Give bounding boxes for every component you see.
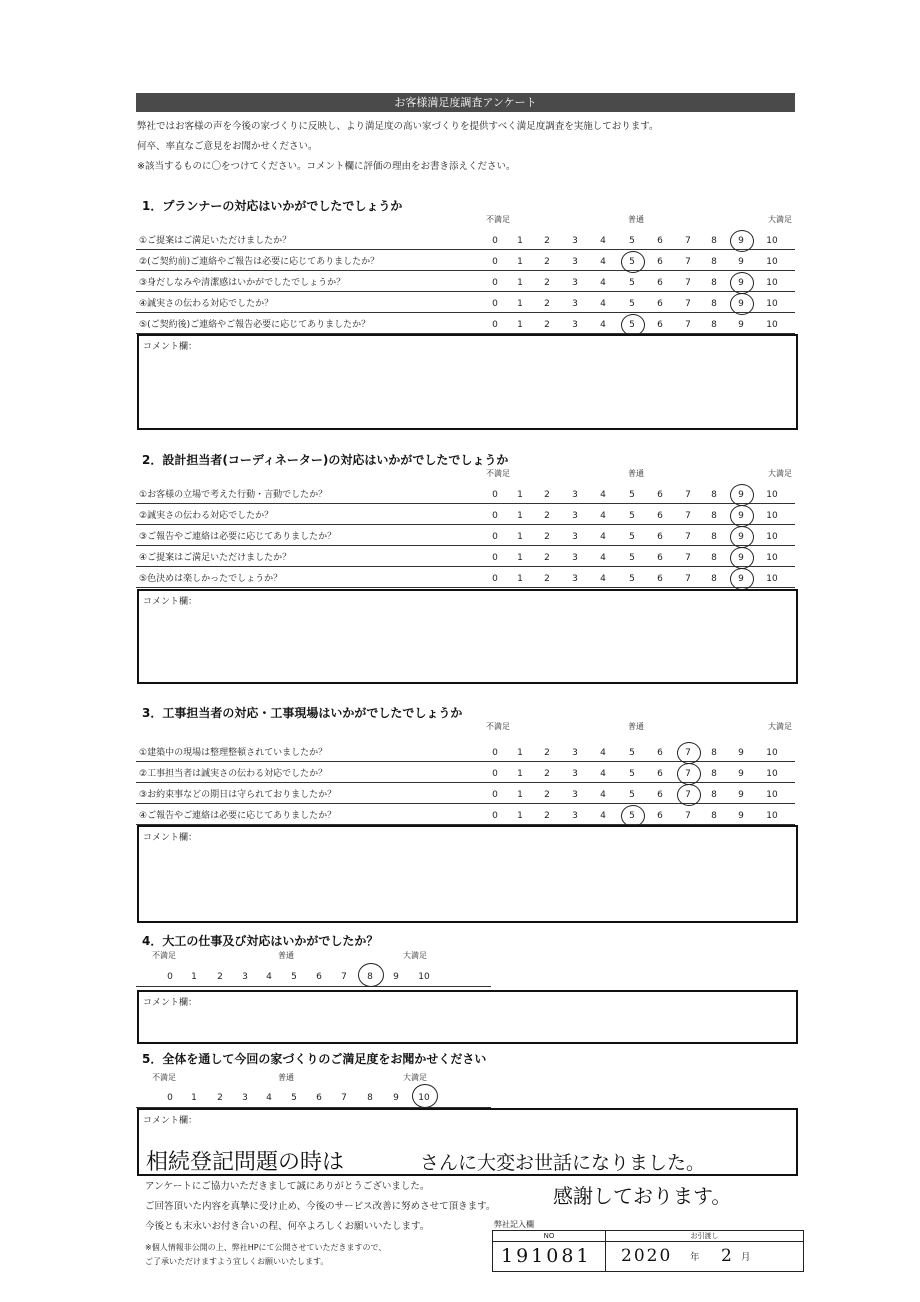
rating-option-4[interactable]: 4 <box>600 320 606 330</box>
rating-option-10[interactable]: 10 <box>418 1093 430 1103</box>
rating-option-7[interactable]: 7 <box>685 769 691 779</box>
privacy-line-2: ご了承いただけますよう宜しくお願いいたします。 <box>145 1257 329 1266</box>
rating-option-8[interactable]: 8 <box>711 811 717 821</box>
answer-circle-10 <box>412 1084 438 1108</box>
rating-option-6[interactable]: 6 <box>657 320 663 330</box>
section-2-comment-box[interactable] <box>137 589 798 684</box>
final-comment-text-1: 相続登記問題の時は <box>146 1150 345 1175</box>
rating-option-9[interactable]: 9 <box>738 320 744 330</box>
rating-option-0[interactable]: 0 <box>492 278 498 288</box>
rating-option-3[interactable]: 3 <box>572 320 578 330</box>
rating-option-3[interactable]: 3 <box>572 236 578 246</box>
rating-option-9[interactable]: 9 <box>393 1093 399 1103</box>
rating-option-6[interactable]: 6 <box>657 299 663 309</box>
rating-option-10[interactable]: 10 <box>766 574 778 584</box>
rating-option-9[interactable]: 9 <box>738 257 744 267</box>
rating-option-9[interactable]: 9 <box>738 790 744 800</box>
rating-option-1[interactable]: 1 <box>191 972 197 982</box>
question-row <box>136 270 795 292</box>
comment-label: コメント欄： <box>143 998 198 1008</box>
rating-option-2[interactable]: 2 <box>544 257 550 267</box>
office-divider <box>605 1231 606 1271</box>
rating-option-8[interactable]: 8 <box>711 236 717 246</box>
rating-option-1[interactable]: 1 <box>517 299 523 309</box>
rating-option-5[interactable]: 5 <box>629 769 635 779</box>
rating-option-6[interactable]: 6 <box>657 490 663 500</box>
rating-option-8[interactable]: 8 <box>711 511 717 521</box>
rating-option-5[interactable]: 5 <box>629 257 635 267</box>
rating-option-4[interactable]: 4 <box>600 236 606 246</box>
rating-option-7[interactable]: 7 <box>685 748 691 758</box>
comment-label: コメント欄： <box>143 342 198 352</box>
answer-circle-5 <box>621 314 645 336</box>
rating-option-9[interactable]: 9 <box>738 278 744 288</box>
question-row <box>136 782 795 804</box>
rating-option-0[interactable]: 0 <box>492 320 498 330</box>
rating-option-8[interactable]: 8 <box>711 553 717 563</box>
closing-line-1: アンケートにご協力いただきまして誠にありがとうございました。 <box>145 1181 430 1192</box>
rating-option-7[interactable]: 7 <box>685 320 691 330</box>
rating-option-1[interactable]: 1 <box>517 574 523 584</box>
rating-option-6[interactable]: 6 <box>657 811 663 821</box>
rating-option-8[interactable]: 8 <box>711 532 717 542</box>
rating-option-0[interactable]: 0 <box>492 811 498 821</box>
rating-option-4[interactable]: 4 <box>600 511 606 521</box>
rating-option-5[interactable]: 5 <box>629 748 635 758</box>
rating-row <box>136 964 491 987</box>
rating-option-5[interactable]: 5 <box>629 811 635 821</box>
rating-option-6[interactable]: 6 <box>657 574 663 584</box>
handover-year: 2020 <box>621 1246 673 1266</box>
rating-option-1[interactable]: 1 <box>517 553 523 563</box>
section-1-scale-low: 不満足 <box>486 215 510 224</box>
rating-option-5[interactable]: 5 <box>629 553 635 563</box>
question-text: ④誠実さの伝わる対応でしたか？ <box>139 299 274 309</box>
rating-option-5[interactable]: 5 <box>629 299 635 309</box>
rating-option-8[interactable]: 8 <box>367 972 373 982</box>
section-3-scale-mid: 普通 <box>628 722 644 731</box>
section-2-scale-mid: 普通 <box>628 469 644 478</box>
rating-option-10[interactable]: 10 <box>766 299 778 309</box>
rating-option-1[interactable]: 1 <box>517 532 523 542</box>
rating-option-1[interactable]: 1 <box>517 278 523 288</box>
rating-option-6[interactable]: 6 <box>657 236 663 246</box>
rating-option-10[interactable]: 10 <box>766 490 778 500</box>
question-text: ④ご提案はご満足いただけましたか？ <box>139 553 292 563</box>
question-text: ④ご報告やご連絡は必要に応じてありましたか？ <box>139 811 337 821</box>
rating-option-10[interactable]: 10 <box>766 236 778 246</box>
section-4-scale-low: 不満足 <box>152 951 176 960</box>
rating-option-8[interactable]: 8 <box>711 299 717 309</box>
rating-option-7[interactable]: 7 <box>685 790 691 800</box>
question-text: ②(ご契約前)ご連絡やご報告は必要に応じてありましたか？ <box>139 257 380 267</box>
rating-option-6[interactable]: 6 <box>657 748 663 758</box>
rating-option-3[interactable]: 3 <box>572 790 578 800</box>
privacy-line-1: ※個人情報非公開の上、弊社HPにて公開させていただきますので、 <box>145 1243 387 1252</box>
closing-line-3: 今後とも末永いお付き合いの程、何卒よろしくお願いいたします。 <box>145 1221 430 1232</box>
rating-option-9[interactable]: 9 <box>393 972 399 982</box>
section-2-scale-low: 不満足 <box>486 469 510 478</box>
rating-option-6[interactable]: 6 <box>316 972 322 982</box>
section-1-title: 1．プランナーの対応はいかがでしたでしょうか <box>142 199 403 213</box>
rating-option-2[interactable]: 2 <box>544 320 550 330</box>
rating-option-1[interactable]: 1 <box>517 769 523 779</box>
question-row <box>136 566 795 588</box>
question-text: ⑤色決めは楽しかったでしょうか？ <box>139 574 283 584</box>
rating-option-3[interactable]: 3 <box>572 299 578 309</box>
rating-option-10[interactable]: 10 <box>766 532 778 542</box>
rating-option-0[interactable]: 0 <box>492 299 498 309</box>
rating-option-1[interactable]: 1 <box>517 790 523 800</box>
rating-option-5[interactable]: 5 <box>629 511 635 521</box>
rating-option-7[interactable]: 7 <box>685 490 691 500</box>
rating-option-6[interactable]: 6 <box>316 1093 322 1103</box>
question-text: ②誠実さの伝わる対応でしたか？ <box>139 511 274 521</box>
comment-label: コメント欄： <box>143 1116 198 1126</box>
section-1-scale-mid: 普通 <box>628 215 644 224</box>
section-5-scale-low: 不満足 <box>152 1073 176 1082</box>
handover-label: お引渡し <box>606 1231 803 1242</box>
rating-option-4[interactable]: 4 <box>600 769 606 779</box>
rating-option-6[interactable]: 6 <box>657 790 663 800</box>
section-3-scale-low: 不満足 <box>486 722 510 731</box>
section-5-title: 5．全体を通して今回の家づくりのご満足度をお聞かせください <box>142 1052 487 1066</box>
rating-option-3[interactable]: 3 <box>242 1093 248 1103</box>
rating-option-3[interactable]: 3 <box>572 553 578 563</box>
section-4-comment-box[interactable] <box>137 990 798 1044</box>
closing-line-2: ご回答頂いた内容を真摯に受け止め、今後のサービス改善に努めさせて頂きます。 <box>145 1201 496 1212</box>
question-row <box>136 803 795 825</box>
rating-option-2[interactable]: 2 <box>544 811 550 821</box>
rating-option-5[interactable]: 5 <box>629 532 635 542</box>
question-row <box>136 545 795 567</box>
question-text: ①お客様の立場で考えた行動・言動でしたか？ <box>139 490 328 500</box>
rating-option-0[interactable]: 0 <box>492 532 498 542</box>
rating-option-10[interactable]: 10 <box>766 553 778 563</box>
rating-option-2[interactable]: 2 <box>544 236 550 246</box>
question-row <box>136 482 795 504</box>
rating-option-9[interactable]: 9 <box>738 490 744 500</box>
rating-option-9[interactable]: 9 <box>738 811 744 821</box>
answer-circle-8 <box>358 963 384 987</box>
rating-option-3[interactable]: 3 <box>572 278 578 288</box>
rating-option-7[interactable]: 7 <box>685 236 691 246</box>
rating-option-2[interactable]: 2 <box>217 1093 223 1103</box>
section-5-scale-high: 大満足 <box>403 1073 427 1082</box>
rating-option-3[interactable]: 3 <box>242 972 248 982</box>
rating-option-3[interactable]: 3 <box>572 574 578 584</box>
office-use-box <box>492 1230 804 1272</box>
rating-option-9[interactable]: 9 <box>738 299 744 309</box>
rating-option-0[interactable]: 0 <box>492 769 498 779</box>
question-row <box>136 249 795 271</box>
question-text: ③ご報告やご連絡は必要に応じてありましたか？ <box>139 532 337 542</box>
rating-option-9[interactable]: 9 <box>738 553 744 563</box>
rating-option-4[interactable]: 4 <box>266 1093 272 1103</box>
rating-option-6[interactable]: 6 <box>657 769 663 779</box>
rating-option-4[interactable]: 4 <box>600 574 606 584</box>
rating-option-3[interactable]: 3 <box>572 511 578 521</box>
section-4-scale-high: 大満足 <box>403 951 427 960</box>
rating-option-0[interactable]: 0 <box>167 1093 173 1103</box>
answer-circle-5 <box>621 805 645 827</box>
rating-option-7[interactable]: 7 <box>341 972 347 982</box>
rating-option-2[interactable]: 2 <box>544 790 550 800</box>
section-3-comment-box[interactable] <box>137 825 798 923</box>
rating-option-6[interactable]: 6 <box>657 278 663 288</box>
rating-option-7[interactable]: 7 <box>685 278 691 288</box>
section-3-scale-high: 大満足 <box>768 722 792 731</box>
rating-option-4[interactable]: 4 <box>600 278 606 288</box>
intro-line-3: ※該当するものに〇をつけてください。コメント欄に評価の理由をお書き添えください。 <box>137 161 516 172</box>
rating-option-8[interactable]: 8 <box>711 574 717 584</box>
rating-option-8[interactable]: 8 <box>711 320 717 330</box>
rating-option-3[interactable]: 3 <box>572 769 578 779</box>
rating-option-2[interactable]: 2 <box>544 278 550 288</box>
question-row <box>136 228 795 250</box>
rating-option-7[interactable]: 7 <box>685 553 691 563</box>
rating-option-3[interactable]: 3 <box>572 532 578 542</box>
question-text: ①ご提案はご満足いただけましたか？ <box>139 236 292 246</box>
question-text: ③身だしなみや清潔感はいかがでしたでしょうか？ <box>139 278 346 288</box>
rating-option-1[interactable]: 1 <box>191 1093 197 1103</box>
rating-option-0[interactable]: 0 <box>492 511 498 521</box>
rating-option-10[interactable]: 10 <box>766 511 778 521</box>
rating-option-4[interactable]: 4 <box>266 972 272 982</box>
rating-option-5[interactable]: 5 <box>629 574 635 584</box>
rating-option-6[interactable]: 6 <box>657 257 663 267</box>
rating-option-4[interactable]: 4 <box>600 811 606 821</box>
no-label: NO <box>493 1231 606 1242</box>
rating-option-7[interactable]: 7 <box>341 1093 347 1103</box>
rating-option-7[interactable]: 7 <box>685 574 691 584</box>
rating-option-1[interactable]: 1 <box>517 811 523 821</box>
rating-option-9[interactable]: 9 <box>738 532 744 542</box>
section-4-scale-mid: 普通 <box>278 951 294 960</box>
rating-option-5[interactable]: 5 <box>291 1093 297 1103</box>
rating-option-3[interactable]: 3 <box>572 257 578 267</box>
rating-option-0[interactable]: 0 <box>492 257 498 267</box>
intro-line-1: 弊社ではお客様の声を今後の家づくりに反映し、より満足度の高い家づくりを提供すべく満足度調査を実施しております。 <box>137 121 659 132</box>
rating-option-9[interactable]: 9 <box>738 574 744 584</box>
section-2-title: 2．設計担当者(コーディネーター)の対応はいかがでしたでしょうか <box>142 453 509 467</box>
rating-option-1[interactable]: 1 <box>517 748 523 758</box>
rating-option-4[interactable]: 4 <box>600 257 606 267</box>
rating-option-10[interactable]: 10 <box>766 790 778 800</box>
rating-option-0[interactable]: 0 <box>167 972 173 982</box>
question-row <box>136 291 795 313</box>
section-4-title: 4．大工の仕事及び対応はいかがでしたか？ <box>142 934 379 948</box>
section-1-comment-box[interactable] <box>137 334 798 430</box>
question-row <box>136 761 795 783</box>
rating-option-2[interactable]: 2 <box>217 972 223 982</box>
rating-option-7[interactable]: 7 <box>685 257 691 267</box>
rating-option-4[interactable]: 4 <box>600 490 606 500</box>
rating-option-9[interactable]: 9 <box>738 769 744 779</box>
rating-option-0[interactable]: 0 <box>492 236 498 246</box>
month-unit: 月 <box>741 1252 751 1263</box>
answer-circle-9 <box>730 568 754 590</box>
question-text: ⑤(ご契約後)ご連絡やご報告必要に応じてありましたか？ <box>139 320 371 330</box>
rating-option-6[interactable]: 6 <box>657 553 663 563</box>
rating-option-4[interactable]: 4 <box>600 532 606 542</box>
rating-option-0[interactable]: 0 <box>492 748 498 758</box>
section-1-scale-high: 大満足 <box>768 215 792 224</box>
year-unit: 年 <box>690 1252 700 1263</box>
survey-title: お客様満足度調査アンケート <box>136 93 795 112</box>
rating-option-7[interactable]: 7 <box>685 299 691 309</box>
rating-option-0[interactable]: 0 <box>492 490 498 500</box>
rating-option-8[interactable]: 8 <box>711 748 717 758</box>
section-5-scale-mid: 普通 <box>278 1073 294 1082</box>
rating-option-5[interactable]: 5 <box>629 278 635 288</box>
rating-option-2[interactable]: 2 <box>544 553 550 563</box>
rating-option-7[interactable]: 7 <box>685 811 691 821</box>
comment-label: コメント欄： <box>143 833 198 843</box>
rating-option-9[interactable]: 9 <box>738 511 744 521</box>
rating-option-1[interactable]: 1 <box>517 257 523 267</box>
rating-option-4[interactable]: 4 <box>600 790 606 800</box>
rating-option-9[interactable]: 9 <box>738 748 744 758</box>
rating-option-2[interactable]: 2 <box>544 748 550 758</box>
rating-option-3[interactable]: 3 <box>572 490 578 500</box>
final-comment-text-2: さんに大変お世話になりました。 <box>420 1152 706 1174</box>
rating-option-2[interactable]: 2 <box>544 769 550 779</box>
rating-option-0[interactable]: 0 <box>492 574 498 584</box>
rating-option-3[interactable]: 3 <box>572 811 578 821</box>
handover-month: 2 <box>721 1246 732 1266</box>
rating-option-2[interactable]: 2 <box>544 490 550 500</box>
rating-option-1[interactable]: 1 <box>517 320 523 330</box>
rating-option-1[interactable]: 1 <box>517 511 523 521</box>
question-row <box>136 524 795 546</box>
question-row <box>136 740 795 762</box>
rating-option-2[interactable]: 2 <box>544 299 550 309</box>
rating-option-10[interactable]: 10 <box>418 972 430 982</box>
rating-option-8[interactable]: 8 <box>711 278 717 288</box>
rating-option-4[interactable]: 4 <box>600 299 606 309</box>
rating-option-5[interactable]: 5 <box>629 790 635 800</box>
rating-option-8[interactable]: 8 <box>711 490 717 500</box>
rating-option-0[interactable]: 0 <box>492 553 498 563</box>
rating-option-4[interactable]: 4 <box>600 748 606 758</box>
rating-option-6[interactable]: 6 <box>657 532 663 542</box>
rating-option-9[interactable]: 9 <box>738 236 744 246</box>
rating-option-10[interactable]: 10 <box>766 811 778 821</box>
office-use-label: 弊社記入欄 <box>494 1220 534 1229</box>
rating-option-7[interactable]: 7 <box>685 532 691 542</box>
rating-option-7[interactable]: 7 <box>685 511 691 521</box>
question-row <box>136 503 795 525</box>
rating-option-2[interactable]: 2 <box>544 511 550 521</box>
rating-option-10[interactable]: 10 <box>766 257 778 267</box>
rating-option-0[interactable]: 0 <box>492 790 498 800</box>
intro-line-2: 何卒、率直なご意見をお聞かせください。 <box>137 141 318 152</box>
rating-option-5[interactable]: 5 <box>629 320 635 330</box>
rating-option-8[interactable]: 8 <box>367 1093 373 1103</box>
rating-option-8[interactable]: 8 <box>711 790 717 800</box>
section-2-scale-high: 大満足 <box>768 469 792 478</box>
rating-option-5[interactable]: 5 <box>629 490 635 500</box>
rating-option-6[interactable]: 6 <box>657 511 663 521</box>
final-comment-text-3: 感謝しております。 <box>553 1184 732 1208</box>
question-text: ③お約束事などの期日は守られておりましたか？ <box>139 790 337 800</box>
question-row <box>136 312 795 334</box>
rating-option-3[interactable]: 3 <box>572 748 578 758</box>
rating-option-2[interactable]: 2 <box>544 574 550 584</box>
comment-label: コメント欄： <box>143 597 198 607</box>
rating-option-10[interactable]: 10 <box>766 748 778 758</box>
rating-option-1[interactable]: 1 <box>517 490 523 500</box>
rating-option-10[interactable]: 10 <box>766 769 778 779</box>
rating-option-5[interactable]: 5 <box>291 972 297 982</box>
rating-option-8[interactable]: 8 <box>711 769 717 779</box>
question-text: ①建築中の現場は整理整頓されていましたか？ <box>139 748 328 758</box>
rating-option-2[interactable]: 2 <box>544 532 550 542</box>
rating-option-8[interactable]: 8 <box>711 257 717 267</box>
question-text: ②工事担当者は誠実さの伝わる対応でしたか？ <box>139 769 328 779</box>
rating-row <box>136 1085 491 1108</box>
rating-option-10[interactable]: 10 <box>766 320 778 330</box>
rating-option-5[interactable]: 5 <box>629 236 635 246</box>
rating-option-10[interactable]: 10 <box>766 278 778 288</box>
rating-option-4[interactable]: 4 <box>600 553 606 563</box>
rating-option-1[interactable]: 1 <box>517 236 523 246</box>
section-3-title: 3．工事担当者の対応・工事現場はいかがでしたでしょうか <box>142 706 463 720</box>
no-value: 191081 <box>501 1245 592 1267</box>
